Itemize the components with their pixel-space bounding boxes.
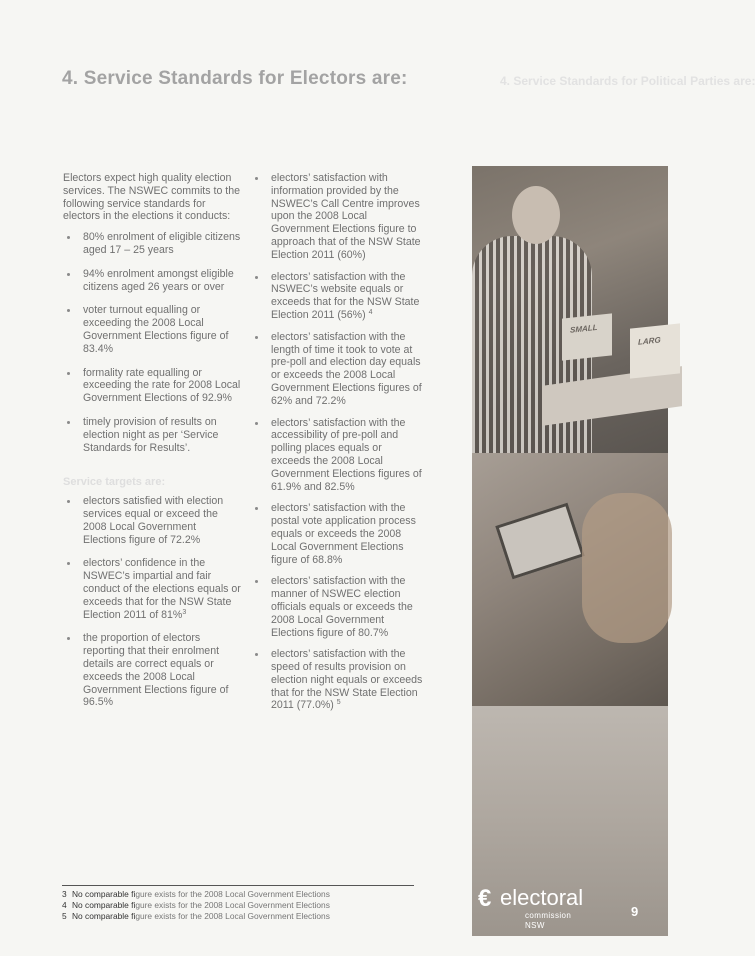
footnote-lead: No comparable fi	[72, 889, 136, 899]
list-item	[63, 557, 241, 621]
list-item	[251, 648, 423, 712]
footnote-number: 4	[62, 899, 67, 910]
item-text: electors satisfied with election services equal or exceed the 2008 Local Government Elections figure of 72.2%	[83, 495, 224, 546]
voting-device	[495, 503, 585, 580]
list-item	[63, 632, 241, 709]
electoral-commission-logo	[478, 885, 588, 930]
item-text: electors’ satisfaction with the speed of results provision on election night equals or exceeds that for the NSW State Election 2011 (77.0%)	[271, 648, 423, 712]
list-item: formality rate equalling or exceeding the rate for 2008 Local Government Elections of 92.9%	[63, 367, 241, 405]
page-number: 9	[631, 904, 639, 919]
list-item	[251, 417, 423, 494]
targets-list-mid	[251, 172, 423, 712]
footnote	[62, 900, 422, 911]
standards-list	[63, 231, 241, 454]
footnote-divider	[62, 885, 414, 886]
item-text: the proportion of electors reporting that their enrolment details are correct equals or exceeds the 2008 Local Government Elections figure of 96.5%	[83, 632, 229, 709]
list-item: 80% enrolment of eligible citizens aged 17 – 25 years	[63, 231, 241, 257]
list-item: timely provision of results on election night as per ‘Service Standards for Results’.	[63, 416, 241, 454]
item-text: electors’ satisfaction with the postal vote application process equals or exceeds the 2008 Local Government Elections figure of 68.8%	[271, 502, 416, 566]
item-text: electors’ satisfaction with the length of time it took to vote at pre-poll and election day equals or exceeds the 2008 Local Government Elections figures of 62% and 72.2%	[271, 330, 422, 407]
voter-arm	[582, 493, 672, 643]
item-text: electors’ satisfaction with the manner of NSWEC election officials equals or exceeds the 2008 Local Government Elections figure of 80.7%	[271, 575, 413, 639]
targets-heading: Service targets are:	[63, 476, 166, 489]
left-column	[63, 172, 241, 720]
footnote-lead: No comparable fi	[72, 899, 136, 910]
ballot-box-sign-large: LARG	[630, 323, 680, 378]
item-text: electors’ satisfaction with information provided by the NSWEC’s Call Centre improves upon the 2008 Local Government Elections figure to approach that of the NSW State Election 2011 (60%)	[271, 172, 421, 261]
logo-subtitle: commission NSW	[525, 911, 572, 930]
logo-wordmark: electoral	[500, 885, 584, 910]
list-item	[251, 575, 423, 639]
footnote-number: 3	[62, 889, 67, 899]
footnote-ref: 3	[182, 608, 187, 616]
item-text: electors’ satisfaction with the accessibility of pre-poll and polling places equals or exceeds the 2008 Local Government Elections figures of 61.9% and 82.5%	[271, 416, 422, 493]
footnote-number: 5	[62, 910, 67, 921]
voter-head	[512, 186, 560, 244]
item-text: electors’ satisfaction with the NSWEC’s website equals or exceeds that for the NSW State Election 2011 (56%)	[271, 270, 420, 321]
targets-list-left	[63, 495, 241, 709]
ballot-box-sign-small: SMALL	[562, 313, 612, 360]
middle-column	[251, 172, 423, 721]
list-item	[251, 172, 423, 262]
item-text: electors’ confidence in the NSWEC’s impartial and fair conduct of the elections equals or exceeds that for the NSW State Election 2011 of 81%	[83, 557, 241, 621]
list-item: voter turnout equalling or exceeding the 2008 Local Government Elections figure of 83.4%	[63, 304, 241, 355]
logo-mark-icon: €	[478, 885, 492, 912]
list-item	[251, 271, 423, 322]
polling-photo	[472, 166, 668, 453]
footnote-ref: 4	[368, 308, 373, 316]
list-item	[251, 502, 423, 566]
page-title: 4. Service Standards for Electors are:	[62, 68, 408, 89]
footnote-text: gure exists for the 2008 Local Government Elections	[135, 910, 330, 921]
footnote	[62, 911, 422, 922]
voting-photo	[472, 453, 668, 706]
footnotes	[62, 889, 422, 921]
footnote-lead: No comparable fi	[72, 910, 136, 921]
list-item	[251, 331, 423, 408]
footnote-ref: 5	[336, 699, 341, 707]
intro-paragraph: Electors expect high quality election services. The NSWEC commits to the following service standards for electors in the elections it conducts:	[63, 172, 241, 223]
list-item	[63, 495, 241, 546]
footnote-text: gure exists for the 2008 Local Government Elections	[135, 899, 330, 910]
footnote-text: gure exists for the 2008 Local Government Elections	[135, 889, 330, 899]
footnote	[62, 889, 422, 900]
show-through-title: 4. Service Standards for Political Parties are:	[500, 74, 755, 88]
list-item: 94% enrolment amongst eligible citizens aged 26 years or over	[63, 268, 241, 294]
